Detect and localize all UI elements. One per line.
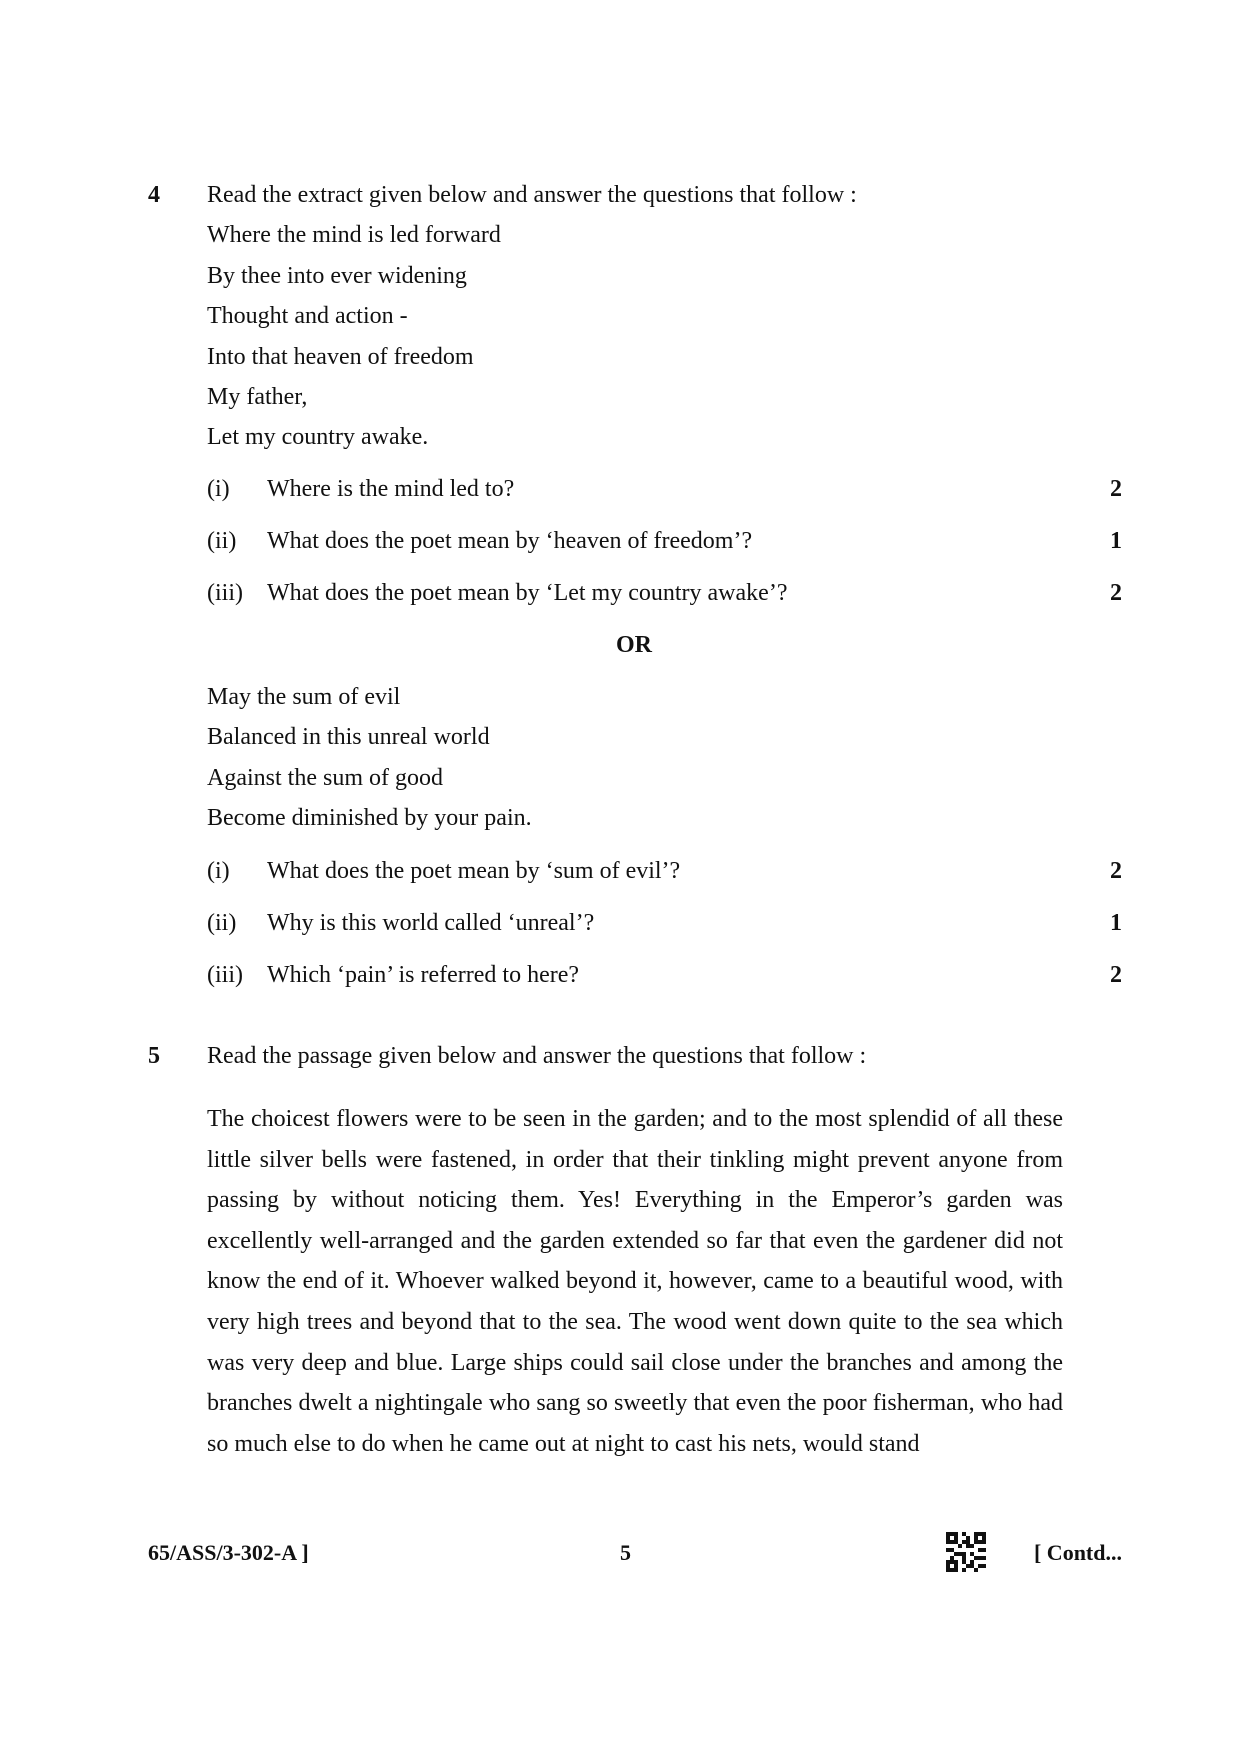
marks: 1	[1110, 528, 1122, 554]
subquestion-label: (ii)	[207, 528, 237, 554]
question-instruction: Read the extract given below and answer the questions that follow :	[207, 182, 857, 208]
alt-subquestion-text: Which ‘pain’ is referred to here?	[267, 962, 580, 988]
marks: 2	[1110, 962, 1122, 988]
subquestion-text: What does the poet mean by ‘Let my country awake’?	[267, 580, 788, 606]
extract-line: Thought and action -	[207, 303, 408, 329]
question-number: 4	[148, 182, 160, 208]
subquestion-label: (iii)	[207, 580, 243, 606]
alt-extract-line: Become diminished by your pain.	[207, 805, 532, 831]
page-number: 5	[620, 1540, 631, 1565]
extract-line: Let my country awake.	[207, 424, 429, 450]
question-number: 5	[148, 1043, 160, 1069]
extract-line: Where the mind is led forward	[207, 222, 501, 248]
marks: 2	[1110, 476, 1122, 502]
or-separator: OR	[616, 632, 652, 658]
alt-extract-line: Balanced in this unreal world	[207, 724, 490, 750]
question-instruction: Read the passage given below and answer the questions that follow :	[207, 1043, 867, 1069]
reading-passage: The choicest flowers were to be seen in the garden; and to the most splendid of all these little silver bells were fastened, in order that their tinkling might prevent anyone from passing by without noticing them. Yes! Everything in the Emperor’s garden was excellently well-arranged and the garden extended so far that even the gardener did not know the end of it. Whoever walked beyond it, however, came to a beautiful wood, with very high trees and beyond that to the sea. The wood went down quite to the sea which was very deep and blue. Large ships could sail close under the branches and among the branches dwelt a nightingale who sang so sweetly that even the poor fisherman, who had so much else to do when he came out at night to cast his nets, would stand	[207, 1106, 1063, 1457]
subquestion-label: (i)	[207, 476, 230, 502]
extract-line: My father,	[207, 384, 308, 410]
subquestion-text: Where is the mind led to?	[267, 476, 515, 502]
alt-subquestion-label: (iii)	[207, 962, 243, 988]
alt-subquestion-text: What does the poet mean by ‘sum of evil’?	[267, 858, 681, 884]
extract-line: By thee into ever widening	[207, 263, 467, 289]
alt-subquestion-label: (i)	[207, 858, 230, 884]
marks: 2	[1110, 858, 1122, 884]
alt-extract-line: May the sum of evil	[207, 684, 401, 710]
alt-extract-line: Against the sum of good	[207, 765, 443, 791]
marks: 2	[1110, 580, 1122, 606]
continued-label: [ Contd...	[1033, 1540, 1122, 1565]
qr-code-icon	[946, 1532, 986, 1572]
subquestion-text: What does the poet mean by ‘heaven of freedom’?	[267, 528, 753, 554]
paper-code: 65/ASS/3-302-A ]	[148, 1540, 309, 1565]
extract-line: Into that heaven of freedom	[207, 344, 474, 370]
alt-subquestion-label: (ii)	[207, 910, 237, 936]
marks: 1	[1110, 910, 1122, 936]
alt-subquestion-text: Why is this world called ‘unreal’?	[267, 910, 595, 936]
